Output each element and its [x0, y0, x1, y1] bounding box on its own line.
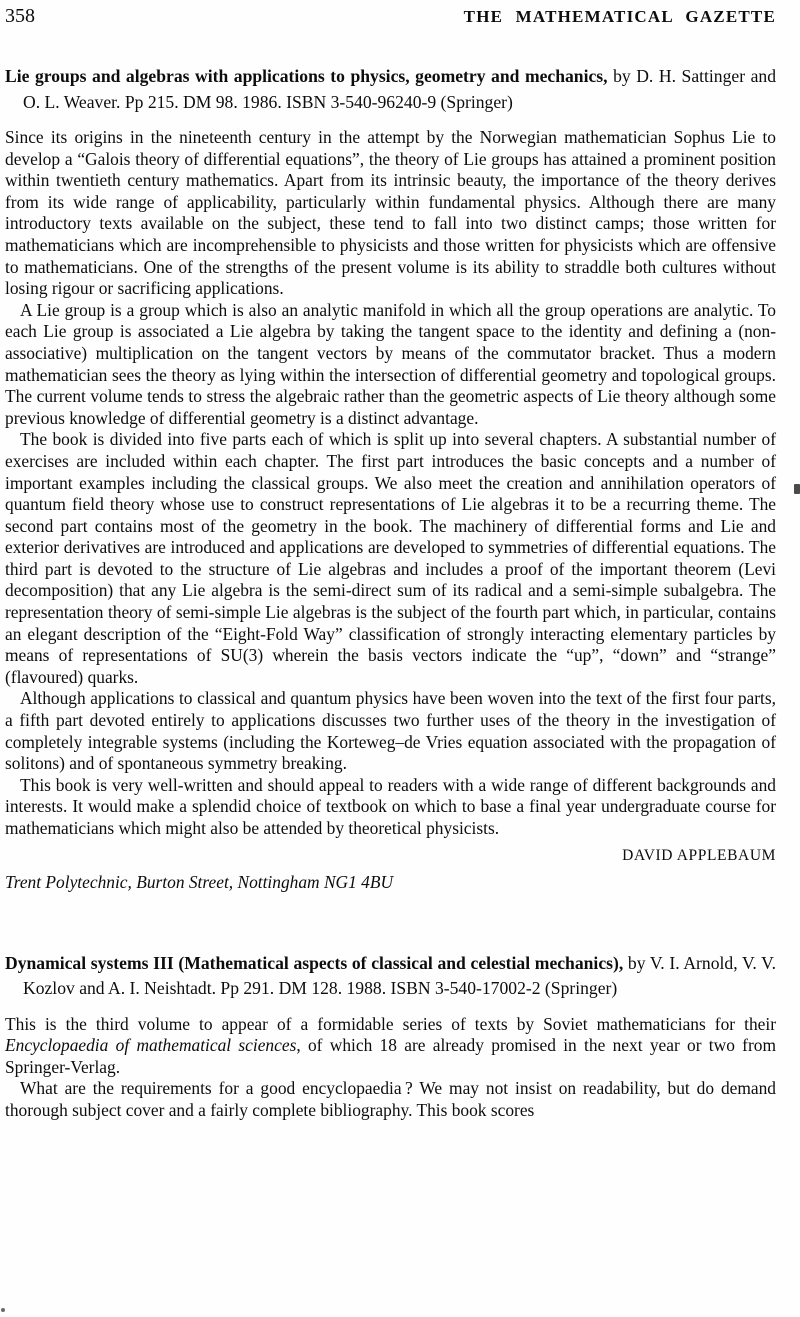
book-title-details: by D. H. Sattinger and O. L. Weaver. Pp 215. DM 98. 1986. ISBN 3-540-96240-9 (Springer): [23, 66, 776, 112]
review-paragraph-4: Although applications to classical and quantum physics have been woven into the text of the first four parts, a fifth part devoted entirely to applications discusses two further uses of the theory in the investigation of completely integrable systems (including the Korteweg–de Vries equation associated with the propagation of solitons) and of spontaneous symmetry breaking.: [5, 688, 776, 774]
reviewer-affiliation: Trent Polytechnic, Burton Street, Nottingham NG1 4BU: [5, 871, 394, 892]
review-dynamical-systems-iii: [5, 951, 776, 1122]
book-title-details: by V. I. Arnold, V. V. Kozlov and A. I. Neishtadt. Pp 291. DM 128. 1988. ISBN 3-540-17002-2 (Springer): [23, 952, 776, 999]
reviewer-name: DAVID APPLEBAUM: [622, 846, 776, 864]
review-paragraph-1: [5, 1014, 776, 1079]
review-paragraph-1: Since its origins in the nineteenth century in the attempt by the Norwegian mathematician Sophus Lie to develop a “Galois theory of differential equations”, the theory of Lie groups has attained a prominent position within twentieth century mathematics. Apart from its intrinsic beauty, the importance of the theory derives from its wide range of applicability, particularly within fundamental physics. Although there are many introductory texts available on the subject, these tend to fall into two distinct camps; those written for mathematicians which are incomprehensible to physicists and those written for physicists which are offensive to mathematicians. One of the strengths of the present volume is its ability to straddle both cultures without losing rigour or sacrificing applications.: [5, 127, 776, 299]
book-heading: [5, 64, 776, 115]
review-paragraph-2: What are the requirements for a good encyclopaedia ? We may not insist on readability, but do demand thorough subject cover and a fairly complete bibliography. This book scores: [5, 1078, 776, 1120]
paragraph-text: , of which 18 are already promised in the next year or two from Springer-Verlag.: [5, 1035, 776, 1077]
scan-artifact-bottom-dot: [1, 1308, 5, 1312]
book-title-bold: Lie groups and algebras with applications to physics, geometry and mechanics,: [5, 66, 608, 86]
book-title-bold: Dynamical systems III (Mathematical aspects of classical and celestial mechanics),: [5, 952, 624, 973]
paragraph-text: This is the third volume to appear of a formidable series of texts by Soviet mathematicians for their: [5, 1013, 776, 1034]
review-paragraph-2: A Lie group is a group which is also an analytic manifold in which all the group operations are analytic. To each Lie group is associated a Lie algebra by taking the tangent space to the identity and defining a (non-associative) multiplication on the tangent vectors by means of the commutator bracket. Thus a modern mathematician sees the theory as lying within the intersection of differential geometry and topological groups. The current volume tends to stress the algebraic rather than the geometric aspects of Lie theory although some previous knowledge of differential geometry is a distinct advantage.: [5, 299, 776, 428]
running-head: [5, 5, 776, 28]
review-paragraph-5: This book is very well-written and should appeal to readers with a wide range of different backgrounds and interests. It would make a splendid choice of textbook on which to base a final year undergraduate course for mathematicians which might also be attended by theoretical physicists.: [5, 774, 776, 838]
book-heading: [5, 951, 776, 1002]
review-paragraph-3: The book is divided into five parts each of which is split up into several chapters. A substantial number of exercises are included within each chapter. The first part introduces the basic concepts and a number of important examples including the classical groups. We also meet the creation and annihilation operators of quantum field theory whose use to construct representations of Lie algebras it to be a recurring theme. The second part contains most of the geometry in the book. The machinery of differential forms and Lie and exterior derivatives are introduced and applications are developed to symmetries of differential equations. The third part is devoted to the structure of Lie algebras and includes a proof of the important theorem (Levi decomposition) that any Lie algebra is the semi-direct sum of its radical and a semi-simple subalgebra. The representation theory of semi-simple Lie algebras is the subject of the fourth part which, in particular, contains an elegant description of the “Eight-Fold Way” classification of strongly interacting elementary particles by means of representations of SU(3) wherein the basis vectors indicate the “up”, “down” and “strange” (flavoured) quarks.: [5, 429, 776, 687]
series-title-italic: Encyclopaedia of mathematical sciences: [5, 1035, 297, 1056]
scan-artifact-right-edge: [794, 484, 800, 494]
review-lie-groups-and-algebras: [5, 64, 776, 893]
page-number: 358: [5, 5, 35, 27]
journal-title: THE MATHEMATICAL GAZETTE: [463, 7, 776, 26]
